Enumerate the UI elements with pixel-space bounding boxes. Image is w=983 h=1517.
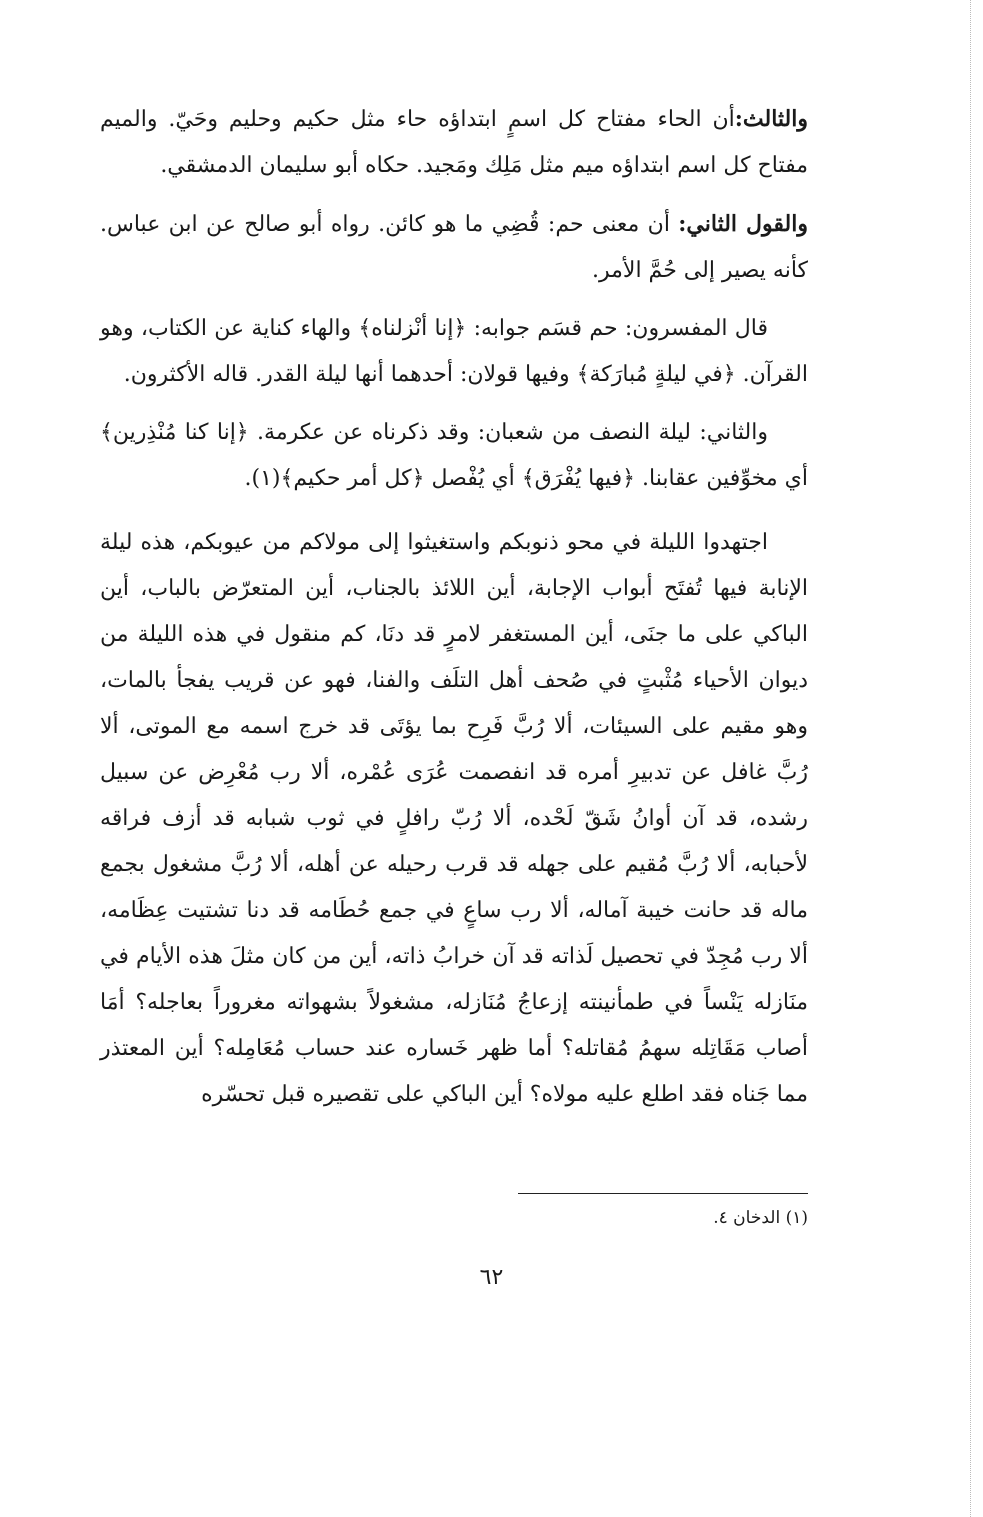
page-body — [100, 96, 808, 1118]
paragraph-text: والثاني: ليلة النصف من شعبان: وقد ذكرناه عن عكرمة. ﴿إنا كنا مُنْذِرين﴾ أي مخوِّفين عقابنا. ﴿فيها يُفْرَق﴾ أي يُفْصل ﴿كل أمر حكيم﴾(١). — [100, 420, 808, 491]
paragraph-third-opinion — [100, 96, 808, 189]
scan-edge-line — [970, 0, 971, 1517]
paragraph-text: قال المفسرون: حم قسَم جوابه: ﴿إنا أنْزلناه﴾ والهاء كناية عن الكتاب، وهو القرآن. ﴿في ليلةٍ مُبارَكة﴾ وفيها قولان: أحدهما أنها ليلة القدر. قاله الأكثرون. — [100, 316, 808, 387]
footnote: (١) الدخان ٤. — [713, 1208, 808, 1228]
paragraph-second-night — [100, 410, 808, 502]
page-number: ٦٢ — [479, 1265, 504, 1290]
paragraph-commentators — [100, 306, 808, 398]
paragraph-text: اجتهدوا الليلة في محو ذنوبكم واستغيثوا إلى مولاكم من عيوبكم، هذه ليلة الإنابة فيها تُفتَح أبواب الإجابة، أين اللائذ بالجناب، أين المتعرّض بالباب، أين الباكي على ما جنَى، أين المستغفر لامرٍ قد دنَا، كم منقول في هذه الليلة من ديوان الأحياء مُثْبتٍ في صُحف أهل التلَف والفنا، فهو عن قريب يفجأ بالمات، وهو مقيم على السيئات، ألا رُبَّ فَرِح بما يؤتَى قد خرج اسمه مع الموتى، ألا رُبَّ غافل عن تدبيرِ أمره قد انفصمت عُرَى عُمْره، ألا رب مُعْرِض عن سبيل رشده، قد آن أوانُ شَقّ لَحْده، ألا رُبّ رافلٍ في ثوب شبابه قد أزف فراقه لأحبابه، ألا رُبَّ مُقيم على جهله قد قرب رحيله عن أهله، ألا رُبَّ مشغول بجمع ماله قد حانت خيبة آماله، ألا رب ساعٍ في جمع حُطَامه قد دنا تشتيت عِظَامه، ألا رب مُجِدّ في تحصيل لَذاته قد آن خرابُ ذاته، أين من كان مثلَ هذه الأيام في منَازله يَنْساً في طمأنينته إزعاجُ مُنَازله، مشغولاً بشهواته مغروراً بعاجله؟ أمَا أصاب مَقَاتِله سهمُ مُقاتله؟ أما ظهر خَساره عند حساب مُعَامِله؟ أين المعتذر مما جَناه فقد اطلع عليه مولاه؟ أين الباكي على تقصيره قبل تحسّره — [100, 530, 809, 1107]
paragraph-text: أن معنى حم: قُضِي ما هو كائن. رواه أبو صالح عن ابن عباس. كأنه يصير إلى حُمَّ الأمر. — [100, 212, 808, 283]
paragraph-lead: والثالث: — [734, 106, 808, 132]
footnote-divider — [518, 1193, 808, 1194]
paragraph-exhortation — [100, 520, 808, 1118]
paragraph-lead: والقول الثاني: — [678, 211, 808, 237]
paragraph-text: أن الحاء مفتاح كل اسمٍ ابتداؤه حاء مثل حكيم وحليم وحَيّ. والميم مفتاح كل اسم ابتداؤه ميم مثل مَلِك ومَجيد. حكاه أبو سليمان الدمشقي. — [100, 107, 808, 178]
paragraph-second-saying — [100, 201, 808, 294]
